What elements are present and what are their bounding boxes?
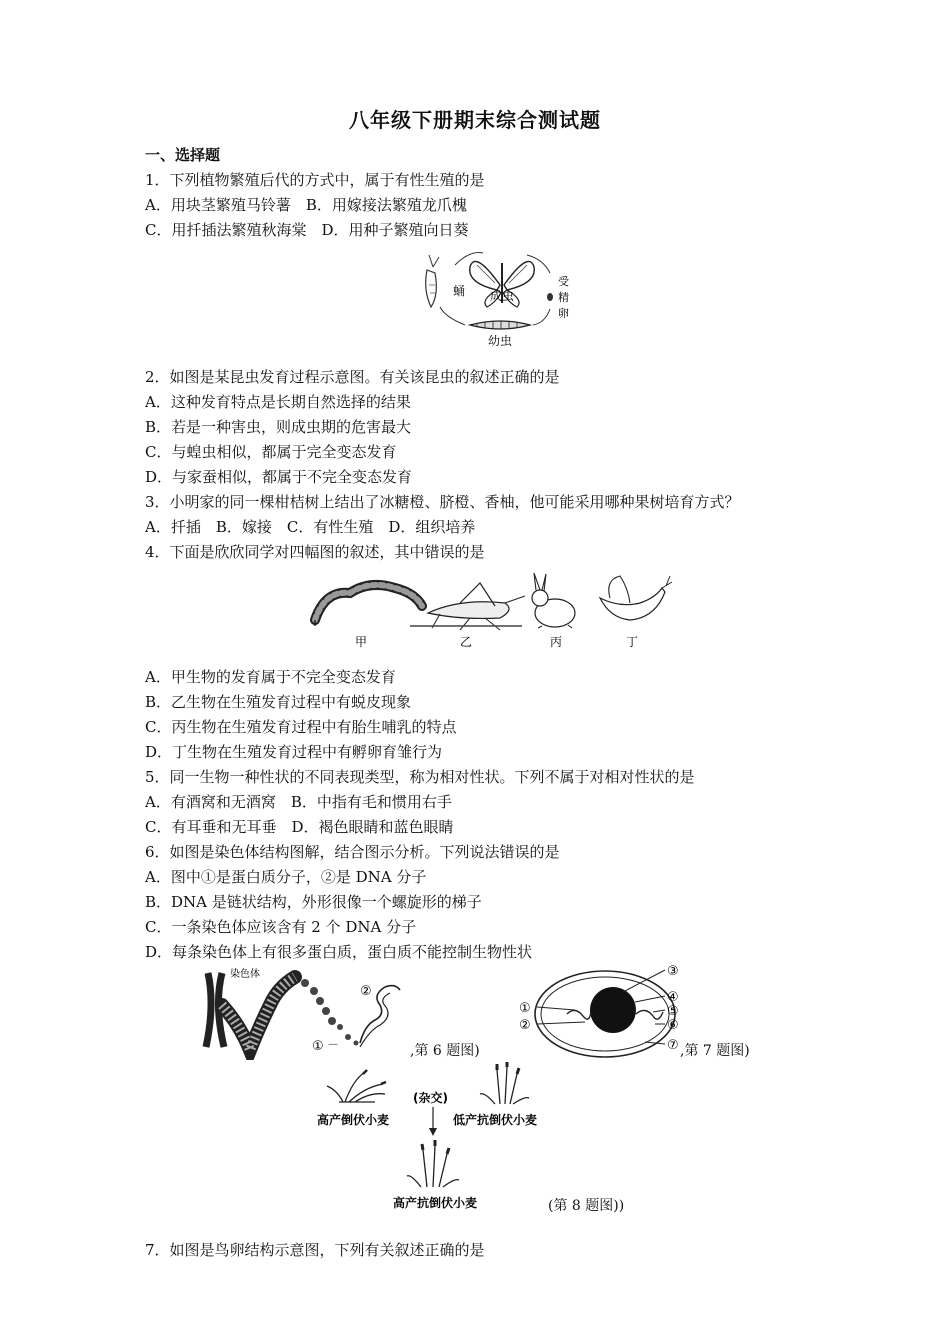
label-chromosome: 染色体 bbox=[230, 969, 260, 980]
q2-option-c: C．与蝗虫相似，都属于完全变态发育 bbox=[145, 443, 397, 461]
q6-option-a: A．图中①是蛋白质分子，②是 DNA 分子 bbox=[145, 868, 427, 886]
nucleosome-beads bbox=[301, 979, 359, 1046]
label-egg-2: 精 bbox=[558, 291, 569, 304]
label-result: 高产抗倒伏小麦 bbox=[393, 1196, 478, 1210]
egg-mark-7: ⑦ bbox=[667, 1038, 679, 1053]
label-ding: 丁 bbox=[626, 635, 639, 649]
label-egg-1: 受 bbox=[558, 275, 569, 288]
wheat-cross-figure bbox=[315, 1062, 555, 1212]
q2-option-d: D．与家蚕相似，都属于不完全变态发育 bbox=[145, 468, 413, 486]
egg-mark-1: ① bbox=[519, 1001, 531, 1016]
egg-mark-5: ⑤ bbox=[667, 1004, 679, 1019]
q1-options-ab: A．用块茎繁殖马铃薯 B．用嫁接法繁殖龙爪槐 bbox=[145, 196, 467, 214]
pupa-drawing bbox=[426, 255, 439, 307]
wheat-plant-left bbox=[327, 1070, 386, 1102]
q1-options-cd: C．用扦插法繁殖秋海棠 D．用种子繁殖向日葵 bbox=[145, 221, 469, 239]
egg-mark-6: ⑥ bbox=[667, 1018, 679, 1033]
q7-stem: 7．如图是鸟卵结构示意图，下列有关叙述正确的是 bbox=[145, 1241, 485, 1259]
wheat-plant-result bbox=[407, 1140, 459, 1187]
arrow-egg-larva bbox=[533, 309, 550, 325]
caption-q8: (第 8 题图)) bbox=[548, 1198, 625, 1214]
egg-drawing bbox=[547, 293, 553, 301]
egg-mark-3: ③ bbox=[667, 964, 679, 979]
label-cross: (杂交) bbox=[413, 1091, 448, 1105]
egg-yolk bbox=[590, 987, 636, 1033]
label-egg-3: 卵 bbox=[558, 307, 569, 320]
label-low-yield-resistant: 低产抗倒伏小麦 bbox=[453, 1113, 538, 1127]
label-bing: 丙 bbox=[550, 635, 563, 649]
q4-option-b: B．乙生物在生殖发育过程中有蜕皮现象 bbox=[145, 693, 412, 711]
q3-options: A．扦插 B．嫁接 C．有性生殖 D．组织培养 bbox=[145, 518, 476, 536]
rabbit-drawing bbox=[532, 573, 575, 628]
insect-lifecycle-figure bbox=[415, 245, 585, 350]
label-pupa: 蛹 bbox=[453, 284, 466, 298]
arrow-larva-pupa bbox=[440, 307, 465, 325]
label-adult: 成虫 bbox=[490, 289, 515, 303]
q2-stem: 2．如图是某昆虫发育过程示意图。有关该昆虫的叙述正确的是 bbox=[145, 368, 560, 386]
label-high-yield-lodging: 高产倒伏小麦 bbox=[317, 1113, 390, 1127]
q4-option-c: C．丙生物在生殖发育过程中有胎生哺乳的特点 bbox=[145, 718, 457, 736]
dove-drawing bbox=[600, 576, 672, 620]
caption-q6: ,第 6 题图) bbox=[410, 1043, 480, 1059]
page-title: 八年级下册期末综合测试题 bbox=[349, 108, 601, 132]
q6-option-d: D．每条染色体上有很多蛋白质，蛋白质不能控制生物性状 bbox=[145, 943, 533, 961]
larva-drawing bbox=[470, 321, 530, 329]
q4-stem: 4．下面是欣欣同学对四幅图的叙述，其中错误的是 bbox=[145, 543, 485, 561]
q5-options-ab: A．有酒窝和无酒窝 B．中指有毛和惯用右手 bbox=[145, 793, 452, 811]
q2-option-a: A．这种发育特点是长期自然选择的结果 bbox=[145, 393, 411, 411]
q6-option-c: C．一条染色体应该含有 2 个 DNA 分子 bbox=[145, 918, 417, 936]
mark-2: ② bbox=[360, 984, 372, 999]
q5-stem: 5．同一生物一种性状的不同表现类型，称为相对性状。下列不属于对相对性状的是 bbox=[145, 768, 695, 786]
grasshopper-drawing bbox=[410, 583, 525, 630]
section-heading: 一、选择题 bbox=[145, 146, 221, 164]
egg-mark-2: ② bbox=[519, 1018, 531, 1033]
q2-option-b: B．若是一种害虫，则成虫期的危害最大 bbox=[145, 418, 412, 436]
wheat-plant-right bbox=[480, 1062, 529, 1104]
label-jia: 甲 bbox=[355, 635, 368, 649]
q4-option-a: A．甲生物的发育属于不完全变态发育 bbox=[145, 668, 396, 686]
caption-q7: ,第 7 题图) bbox=[680, 1043, 750, 1059]
q4-option-d: D．丁生物在生殖发育过程中有孵卵育雏行为 bbox=[145, 743, 443, 761]
q1-stem: 1．下列植物繁殖后代的方式中，属于有性生殖的是 bbox=[145, 171, 485, 189]
egg-mark-4: ④ bbox=[667, 990, 679, 1005]
cross-arrow-head bbox=[429, 1128, 437, 1136]
label-yi: 乙 bbox=[460, 635, 473, 649]
q5-options-cd: C．有耳垂和无耳垂 D．褐色眼睛和蓝色眼睛 bbox=[145, 818, 454, 836]
pointer-1: — bbox=[328, 1039, 338, 1050]
four-animals-figure bbox=[310, 568, 675, 650]
label-larva: 幼虫 bbox=[488, 334, 513, 348]
bird-egg-figure bbox=[515, 962, 685, 1062]
q6-stem: 6．如图是染色体结构图解，结合图示分析。下列说法错误的是 bbox=[145, 843, 560, 861]
mark-1: ① bbox=[312, 1039, 324, 1054]
q6-option-b: B．DNA 是链状结构，外形很像一个螺旋形的梯子 bbox=[145, 893, 482, 911]
q3-stem: 3．小明家的同一棵柑桔树上结出了冰糖橙、脐橙、香柚，他可能采用哪种果树培育方式？ bbox=[145, 493, 740, 511]
silkworm-drawing bbox=[315, 585, 422, 626]
chromosome-figure bbox=[200, 965, 410, 1060]
